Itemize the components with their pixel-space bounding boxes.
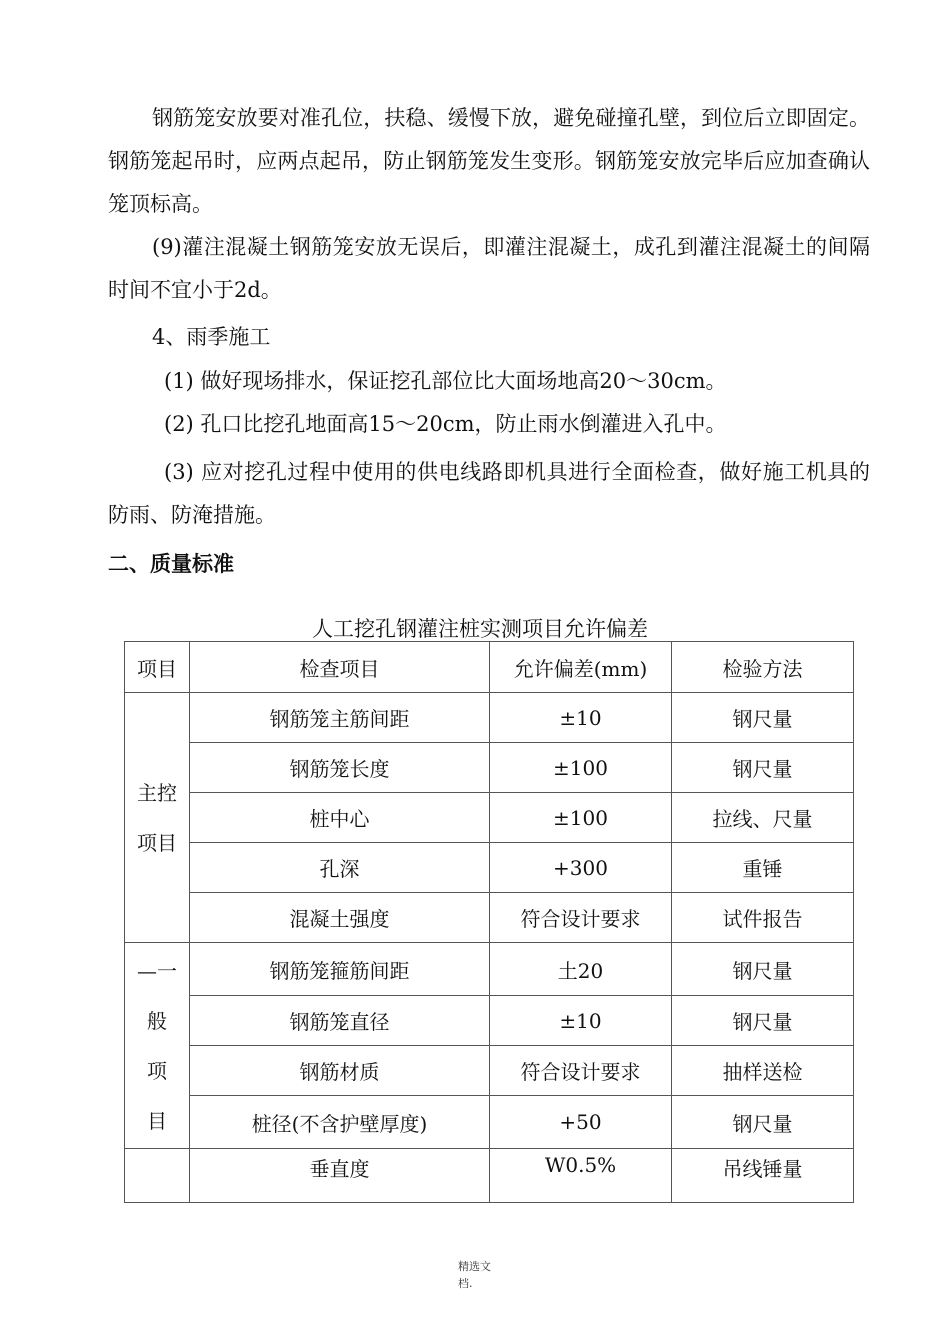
tolerance: ±10 [490, 996, 672, 1046]
method: 钢尺量 [672, 943, 854, 996]
method: 重锤 [672, 843, 854, 893]
header-cell: 检验方法 [672, 642, 854, 693]
group-label-line: 目 [147, 1108, 167, 1133]
method: 抽样送检 [672, 1046, 854, 1096]
group-general [125, 943, 190, 1149]
group-label-line: 般 [147, 1008, 167, 1033]
check-item: 混凝土强度 [190, 893, 490, 943]
table-row [125, 943, 854, 996]
header-cell: 项目 [125, 642, 190, 693]
tolerance: +50 [490, 1096, 672, 1149]
item-rainy-season: 4、雨季施工 [152, 325, 271, 349]
rainy-item-2: (2) 孔口比挖孔地面高15〜20cm，防止雨水倒灌进入孔中。 [164, 412, 727, 436]
table-row [125, 1046, 854, 1096]
tolerance: 土20 [490, 943, 672, 996]
method: 钢尺量 [672, 693, 854, 743]
table-row [125, 1149, 854, 1203]
table-row [125, 996, 854, 1046]
check-item: 钢筋笼直径 [190, 996, 490, 1046]
tolerance: ±10 [490, 693, 672, 743]
paragraph-rebar-cage: 钢筋笼安放要对准孔位，扶稳、缓慢下放，避免碰撞孔壁，到位后立即固定。钢筋笼起吊时，应两点起吊，防止钢筋笼发生变形。钢筋笼安放完毕后应加查确认笼顶标高。 [108, 106, 870, 216]
tolerance: W0.5% [490, 1149, 672, 1203]
header-cell: 允许偏差(mm) [490, 642, 672, 693]
tolerance: ±100 [490, 793, 672, 843]
check-item: 垂直度 [190, 1149, 490, 1203]
group-label-line: 主控 [137, 780, 177, 805]
tolerance: +300 [490, 843, 672, 893]
check-item: 孔深 [190, 843, 490, 893]
table-header-row [125, 642, 854, 693]
table-row [125, 1096, 854, 1149]
tolerance: 符合设计要求 [490, 1046, 672, 1096]
check-item: 钢筋笼主筋间距 [190, 693, 490, 743]
section-heading: 二、质量标准 [108, 552, 234, 576]
rainy-item-1: (1) 做好现场排水，保证挖孔部位比大面场地高20〜30cm。 [164, 369, 727, 393]
table-row [125, 793, 854, 843]
group-label-line: 项目 [137, 830, 177, 855]
tolerance: 符合设计要求 [490, 893, 672, 943]
check-item: 桩径(不含护壁厚度) [190, 1096, 490, 1149]
method: 钢尺量 [672, 743, 854, 793]
group-empty [125, 1149, 190, 1203]
method: 试件报告 [672, 893, 854, 943]
footer-line: 精选文 [458, 1260, 491, 1273]
header-cell: 检查项目 [190, 642, 490, 693]
table-caption: 人工挖孔钢灌注桩实测项目允许偏差 [312, 617, 648, 641]
page-footer [458, 1258, 518, 1292]
method: 钢尺量 [672, 1096, 854, 1149]
check-item: 桩中心 [190, 793, 490, 843]
check-item: 钢筋笼长度 [190, 743, 490, 793]
group-main-control [125, 693, 190, 943]
check-item: 钢筋材质 [190, 1046, 490, 1096]
group-label-line: —一 [137, 958, 177, 983]
tolerance: ±100 [490, 743, 672, 793]
table-row [125, 893, 854, 943]
check-item: 钢筋笼箍筋间距 [190, 943, 490, 996]
method: 吊线锤量 [672, 1149, 854, 1203]
method: 钢尺量 [672, 996, 854, 1046]
method: 拉线、尺量 [672, 793, 854, 843]
table-row [125, 843, 854, 893]
paragraph-pouring: (9)灌注混凝土钢筋笼安放无误后，即灌注混凝土，成孔到灌注混凝土的间隔时间不宜小于2d。 [108, 235, 870, 302]
footer-line: 档. [458, 1277, 473, 1290]
quality-table [124, 641, 854, 1203]
rainy-item-3: (3) 应对挖孔过程中使用的供电线路即机具进行全面检查，做好施工机具的防雨、防淹措施。 [108, 460, 870, 527]
group-label-line: 项 [147, 1058, 167, 1083]
table-row [125, 693, 854, 743]
table-row [125, 743, 854, 793]
